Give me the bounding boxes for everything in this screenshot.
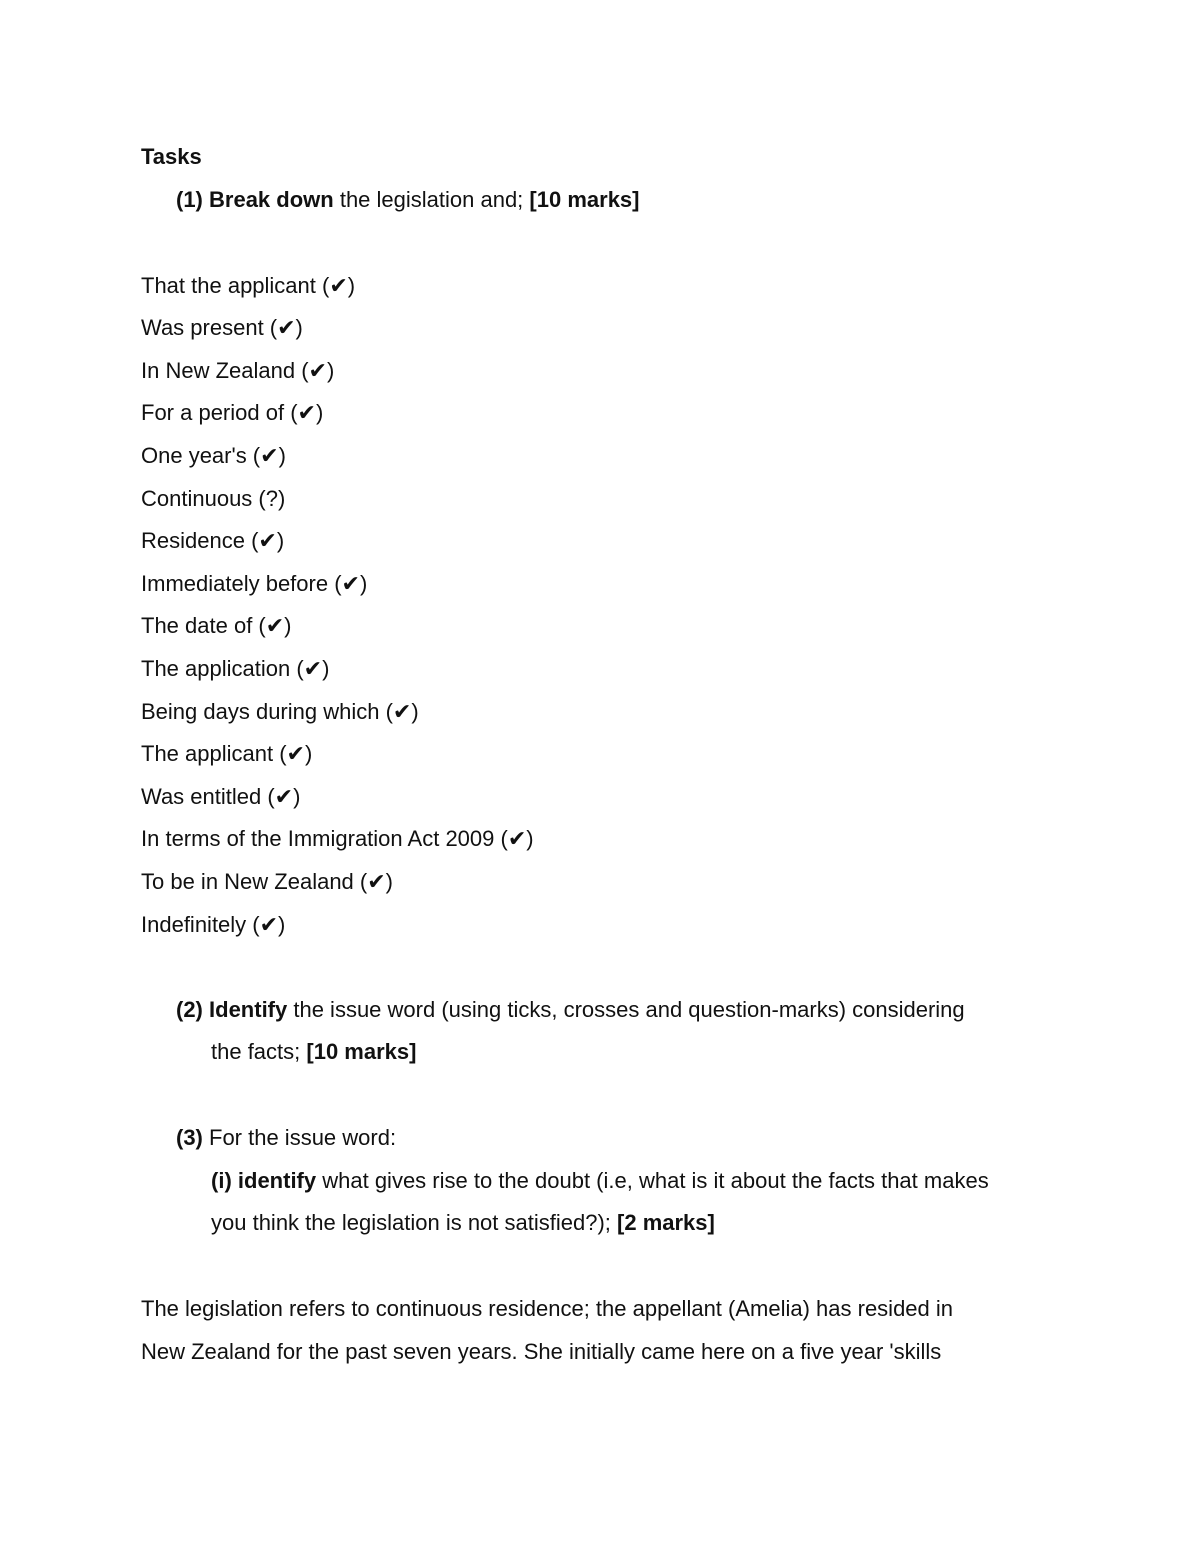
task-2-verb: Identify xyxy=(209,997,288,1022)
task-3-sub-i-line-2 xyxy=(211,1212,715,1234)
task-3-sub-i-text-cont: you think the legislation is not satisfied?); xyxy=(211,1210,618,1235)
task-2-marks: [10 marks] xyxy=(306,1039,417,1064)
task-2-line-2 xyxy=(211,1041,416,1063)
breakdown-item: In New Zealand (✔) xyxy=(141,358,335,383)
heading-tasks: Tasks xyxy=(141,144,202,169)
breakdown-item: One year's (✔) xyxy=(141,443,286,468)
task-1-verb: Break down xyxy=(209,187,334,212)
breakdown-item: To be in New Zealand (✔) xyxy=(141,869,393,894)
task-2-line-1 xyxy=(176,999,965,1021)
task-3-text: For the issue word: xyxy=(202,1125,397,1150)
task-2-text-cont: the facts; xyxy=(211,1039,307,1064)
task-2-number: (2) xyxy=(176,997,203,1022)
breakdown-item: For a period of (✔) xyxy=(141,400,324,425)
breakdown-item: Residence (✔) xyxy=(141,528,285,553)
task-1-text: the legislation and; xyxy=(333,187,530,212)
task-1-marks: [10 marks] xyxy=(529,187,640,212)
breakdown-item: Continuous (?) xyxy=(141,486,286,511)
breakdown-item: In terms of the Immigration Act 2009 (✔) xyxy=(141,826,534,851)
task-3-sub-i-marks: [2 marks] xyxy=(617,1210,715,1235)
breakdown-item: Was present (✔) xyxy=(141,315,303,340)
task-3-sub-i-line-1 xyxy=(211,1170,989,1192)
breakdown-item: That the applicant (✔) xyxy=(141,273,356,298)
breakdown-item: Indefinitely (✔) xyxy=(141,912,286,937)
task-1 xyxy=(176,189,640,211)
task-3-number: (3) xyxy=(176,1125,203,1150)
task-3-sub-i-number: (i) xyxy=(211,1168,232,1193)
answer-paragraph-line-2: New Zealand for the past seven years. She initially came here on a five year 'skills xyxy=(141,1339,942,1364)
breakdown-item: The applicant (✔) xyxy=(141,741,313,766)
task-3 xyxy=(176,1127,396,1149)
task-3-sub-i-text: what gives rise to the doubt (i.e, what is it about the facts that makes xyxy=(316,1168,989,1193)
task-3-sub-i-verb: identify xyxy=(237,1168,317,1193)
breakdown-item: The application (✔) xyxy=(141,656,330,681)
task-1-number: (1) xyxy=(176,187,203,212)
breakdown-item: Was entitled (✔) xyxy=(141,784,301,809)
breakdown-item: The date of (✔) xyxy=(141,613,292,638)
breakdown-item: Being days during which (✔) xyxy=(141,699,419,724)
breakdown-item: Immediately before (✔) xyxy=(141,571,368,596)
answer-paragraph-line-1: The legislation refers to continuous residence; the appellant (Amelia) has resided in xyxy=(141,1296,954,1321)
task-2-text: the issue word (using ticks, crosses and question-marks) considering xyxy=(287,997,965,1022)
